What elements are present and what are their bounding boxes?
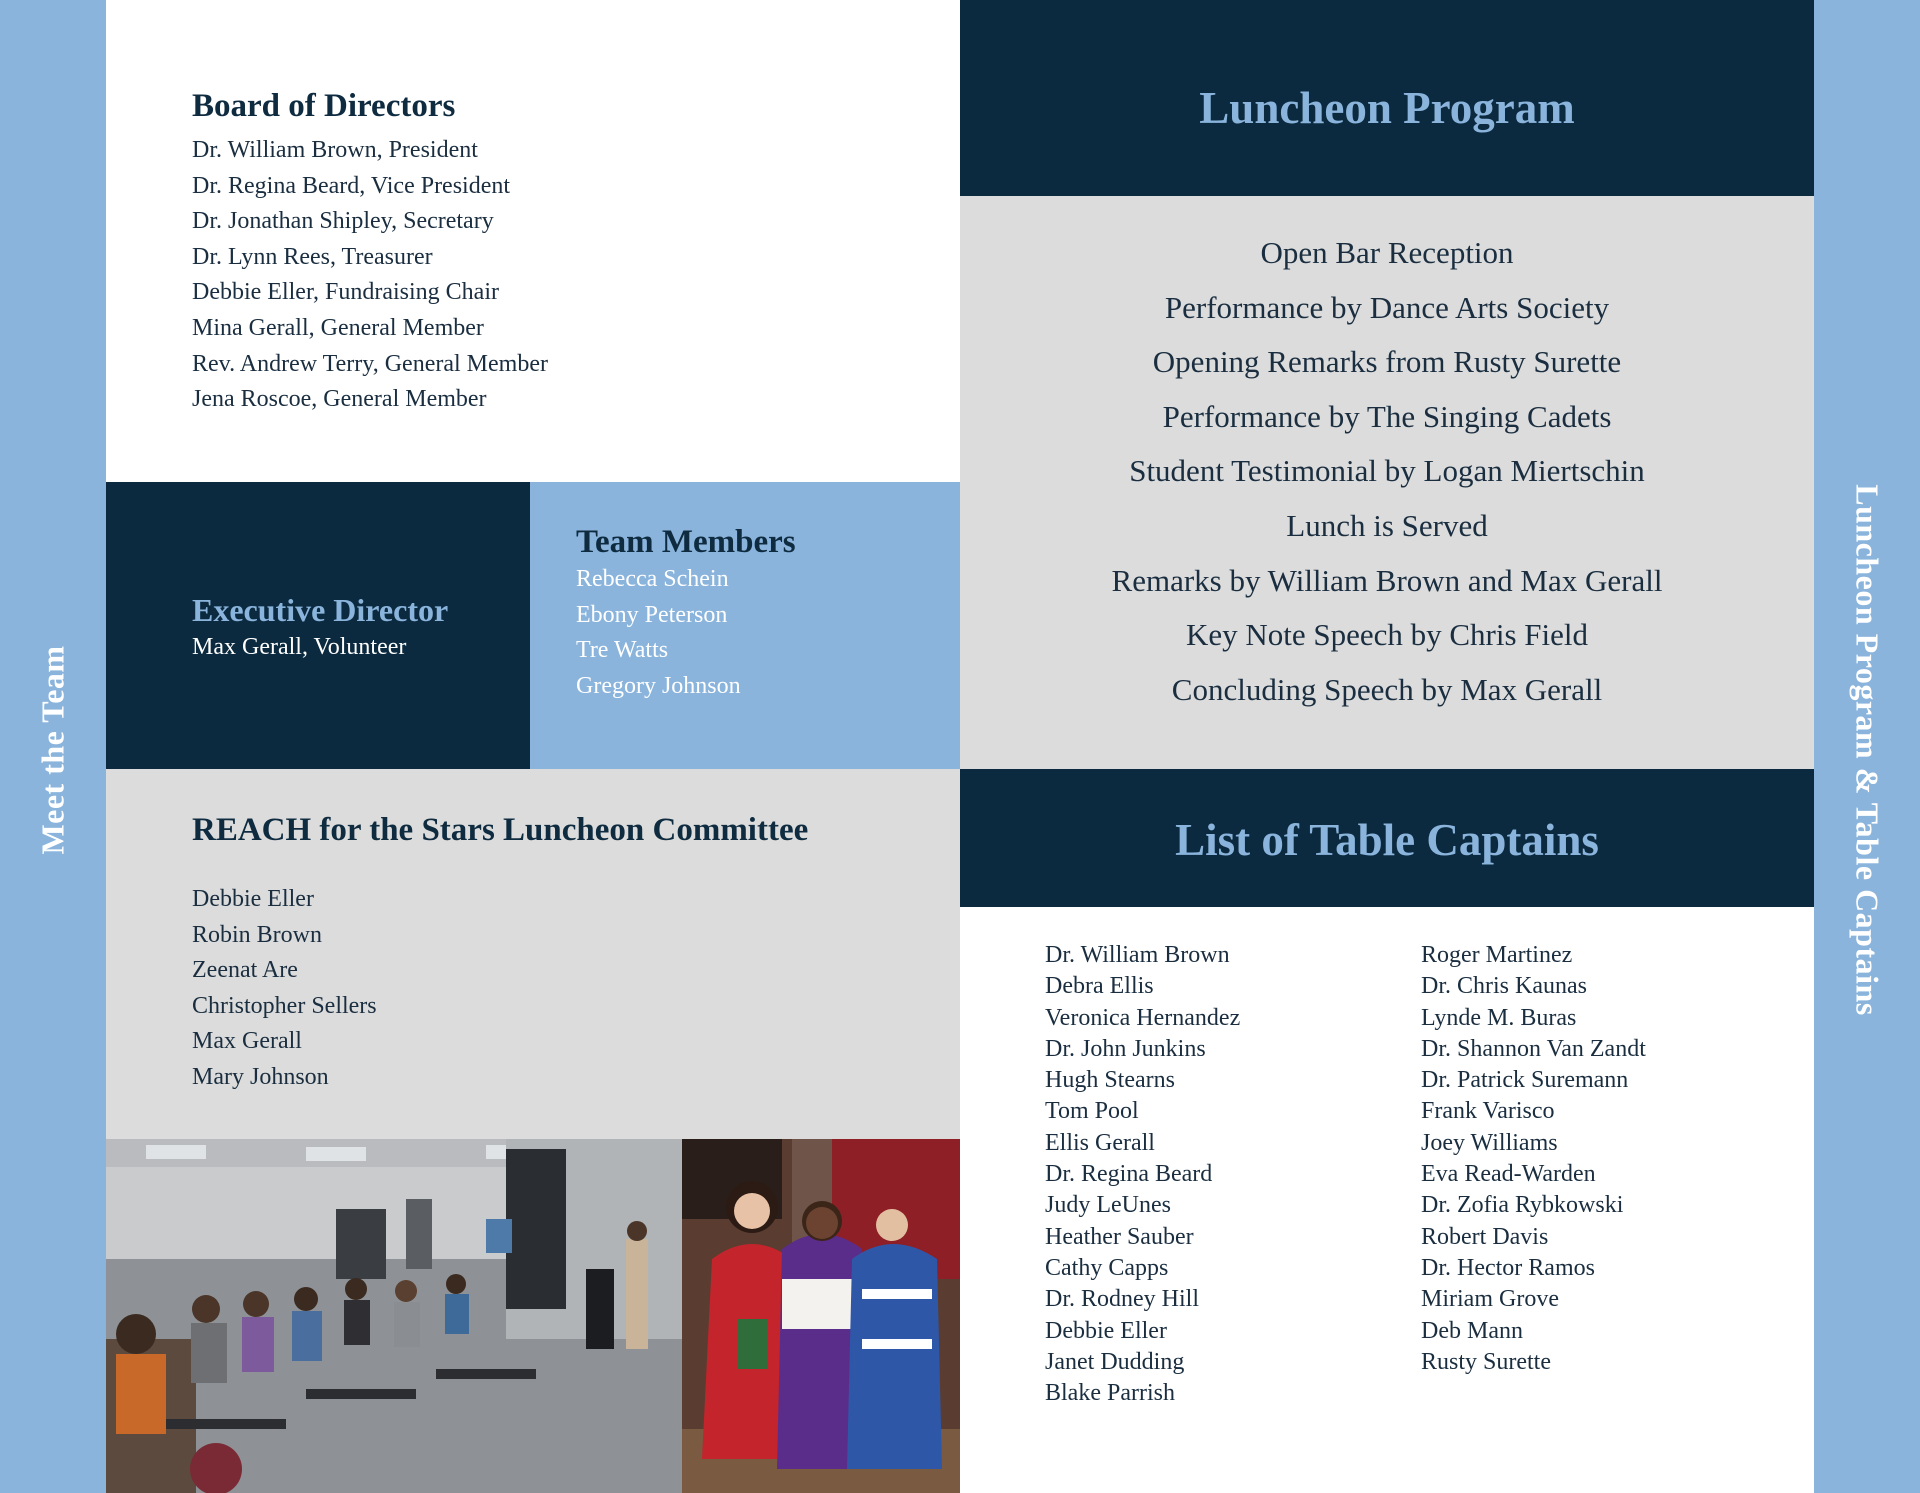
captain-name: Debbie Eller [1045,1317,1167,1344]
captain-name: Blake Parrish [1045,1380,1175,1407]
captain-name: Ellis Gerall [1045,1129,1155,1156]
captain-name: Roger Martinez [1421,942,1573,968]
captain-name: Eva Read-Warden [1421,1161,1596,1188]
captains-column-1 [1045,940,1240,1409]
team-members-list [576,562,741,704]
captain-name: Dr. William Brown [1045,942,1230,968]
board-member: Dr. Lynn Rees, Treasurer [192,243,433,270]
board-member: Rev. Andrew Terry, General Member [192,350,548,377]
program-title: Luncheon Program [1199,83,1575,133]
captain-name: Rusty Surette [1421,1348,1551,1375]
captain-name: Frank Varisco [1421,1098,1555,1125]
team-member: Tre Watts [576,637,669,664]
captain-name: Dr. Shannon Van Zandt [1421,1035,1646,1062]
executive-director-name: Max Gerall, Volunteer [192,634,407,660]
program-item: Lunch is Served [1286,507,1488,543]
captain-name: Dr. Rodney Hill [1045,1286,1199,1313]
program-item: Performance by Dance Arts Society [1164,289,1610,325]
board-member: Jena Roscoe, General Member [192,386,487,413]
meet-the-team-title: Meet the Team [34,645,71,855]
board-of-directors-section [192,88,952,418]
captain-name: Robert Davis [1421,1223,1549,1250]
captain-name: Tom Pool [1045,1098,1139,1125]
program-item: Opening Remarks from Rusty Surette [1152,344,1622,380]
captain-name: Miriam Grove [1421,1286,1559,1313]
captain-name: Cathy Capps [1045,1254,1169,1281]
committee-member: Max Gerall [192,1028,302,1055]
captain-name: Dr. Patrick Suremann [1421,1067,1629,1094]
captain-name: Heather Sauber [1045,1223,1194,1250]
committee-title: REACH for the Stars Luncheon Committee [192,812,809,848]
program-item: Performance by The Singing Cadets [1162,398,1612,434]
captains-title: List of Table Captains [1175,815,1599,865]
captain-name: Joey Williams [1421,1129,1558,1156]
captain-name: Dr. Regina Beard [1045,1161,1213,1188]
program-captains-side-title: Luncheon Program & Table Captains [1849,484,1886,1016]
captain-name: Dr. Zofia Rybkowski [1421,1192,1624,1219]
team-member: Rebecca Schein [576,566,729,592]
award-photo [682,1139,960,1493]
committee-member: Christopher Sellers [192,992,377,1019]
board-member: Mina Gerall, General Member [192,314,484,341]
captain-name: Judy LeUnes [1045,1192,1171,1219]
team-members-title: Team Members [576,524,796,560]
captain-name: Hugh Stearns [1045,1067,1175,1094]
board-title: Board of Directors [192,88,456,124]
captain-name: Lynde M. Buras [1421,1004,1577,1031]
committee-member: Zeenat Are [192,957,298,984]
program-item: Key Note Speech by Chris Field [1185,617,1589,653]
captain-name: Deb Mann [1421,1317,1523,1344]
board-member: Dr. Jonathan Shipley, Secretary [192,208,494,235]
captain-name: Dr. Hector Ramos [1421,1254,1595,1281]
program-item: Remarks by William Brown and Max Gerall [1111,562,1663,598]
captain-name: Veronica Hernandez [1045,1004,1241,1031]
committee-member: Mary Johnson [192,1063,329,1090]
board-member: Debbie Eller, Fundraising Chair [192,279,499,306]
captain-name: Dr. Chris Kaunas [1421,973,1587,1000]
committee-member: Debbie Eller [192,886,314,912]
team-member: Gregory Johnson [576,672,741,699]
program-list [960,226,1814,717]
board-member: Dr. Regina Beard, Vice President [192,172,511,199]
team-member: Ebony Peterson [576,601,728,628]
captains-column-2 [1421,940,1646,1378]
captain-name: Dr. John Junkins [1045,1035,1206,1062]
program-item: Concluding Speech by Max Gerall [1171,671,1603,707]
classroom-photo [106,1139,682,1493]
program-item: Open Bar Reception [1260,235,1514,270]
executive-director-title: Executive Director [192,592,449,628]
board-member: Dr. William Brown, President [192,137,478,163]
captain-name: Debra Ellis [1045,973,1154,1000]
committee-member: Robin Brown [192,921,323,948]
committee-list [192,882,377,1096]
program-item: Student Testimonial by Logan Miertschin [1129,453,1645,489]
captain-name: Janet Dudding [1045,1348,1185,1375]
